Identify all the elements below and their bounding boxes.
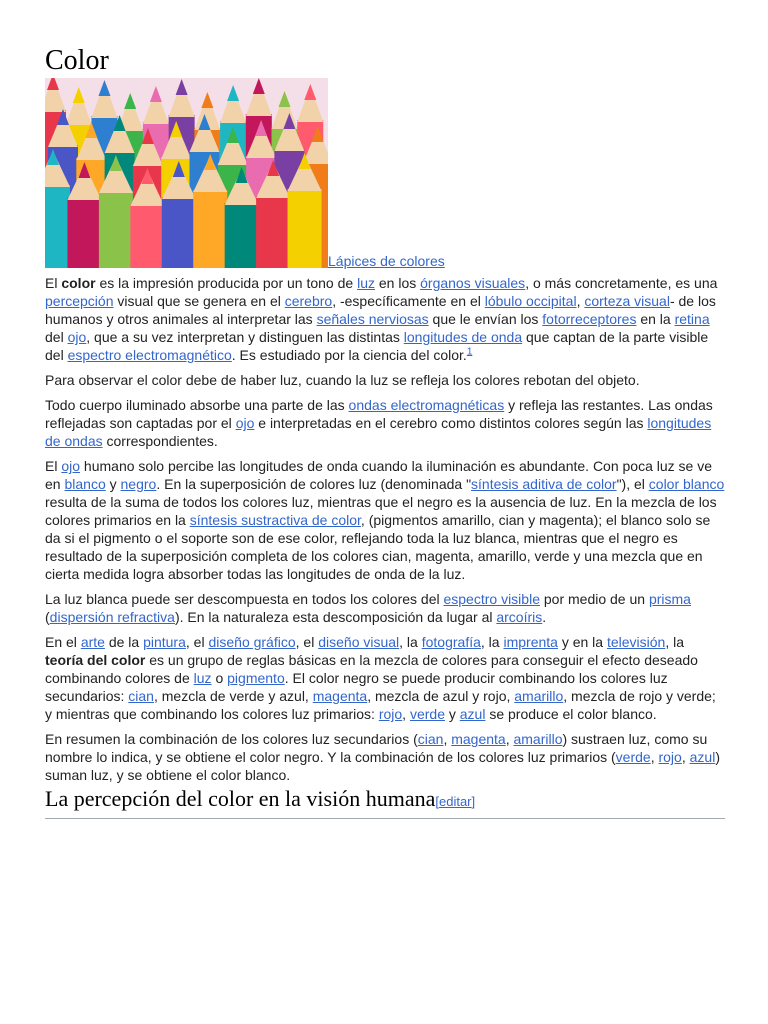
paragraph-7: En resumen la combinación de los colores luz secundarios (cian, magenta, amarillo) sustraen luz, como su nombre lo indica, y se obtiene el color negro. Y la combinación de los colores luz primarios (verde, rojo, azul) suman luz, y se obtiene el color blanco. bbox=[45, 731, 720, 783]
link-verde[interactable]: verde bbox=[615, 749, 651, 765]
pencil-body bbox=[162, 197, 196, 268]
pencil-body bbox=[256, 196, 290, 268]
page-title: Color bbox=[45, 45, 109, 76]
edit-link[interactable]: editar bbox=[438, 794, 472, 809]
link-lobulo-occipital[interactable]: lóbulo occipital bbox=[484, 293, 577, 309]
link-pintura[interactable]: pintura bbox=[143, 634, 186, 650]
link-retina[interactable]: retina bbox=[674, 311, 710, 327]
link-longitudes-de-ondas[interactable]: longitudes de ondas bbox=[45, 415, 712, 449]
link-fotografia[interactable]: fotografía bbox=[421, 634, 481, 650]
link-sintesis-aditiva[interactable]: síntesis aditiva de color bbox=[471, 476, 617, 492]
link-espectro-electromagnetico[interactable]: espectro electromagnético bbox=[67, 347, 232, 363]
link-ojo[interactable]: ojo bbox=[67, 329, 87, 345]
link-pigmento[interactable]: pigmento bbox=[227, 670, 285, 686]
section-heading: La percepción del color en la visión humana[editar] bbox=[45, 785, 725, 819]
figure-caption-link[interactable]: Lápices de colores bbox=[328, 253, 445, 269]
link-magenta[interactable]: magenta bbox=[312, 688, 368, 704]
link-luz[interactable]: luz bbox=[357, 275, 375, 291]
paragraph-5: La luz blanca puede ser descompuesta en todos los colores del espectro visible por medio de un prisma (dispersión refractiva). En la naturaleza esta descomposición da lugar al arcoíris. bbox=[45, 591, 691, 625]
figure bbox=[45, 78, 725, 268]
colored-pencils-image[interactable] bbox=[45, 78, 328, 268]
link-ojo[interactable]: ojo bbox=[61, 458, 81, 474]
link-azul[interactable]: azul bbox=[459, 706, 486, 722]
link-cian[interactable]: cian bbox=[128, 688, 154, 704]
reference-1[interactable]: 1 bbox=[466, 346, 473, 358]
link-amarillo[interactable]: amarillo bbox=[513, 731, 563, 747]
link-rojo[interactable]: rojo bbox=[658, 749, 682, 765]
link-arcoiris[interactable]: arcoíris bbox=[496, 609, 543, 625]
link-negro[interactable]: negro bbox=[120, 476, 157, 492]
link-percepcion[interactable]: percepción bbox=[45, 293, 114, 309]
paragraph-4: El ojo humano solo percibe las longitudes de onda cuando la iluminación es abundante. Con poca luz se ve en blanco y negro. En la superposición de colores luz (denominada "síntesis aditiva de color"), el color blanco resulta de la suma de todos los colores luz, mientras que el negro es la ausencia de luz. En la mezcla de los colores primarios en la síntesis sustractiva de color, (pigmentos amarillo, cian y magenta); el blanco solo se da si el pigmento o el soporte son de ese color, reflejando toda la luz blanca, mientras que el negro es resultado de la superposición completa de los colores cian, magenta, amarillo, verde y una mezcla que en cierta medida logra absorber todas las longitudes de onda de la luz. bbox=[45, 458, 725, 582]
link-senales-nerviosas[interactable]: señales nerviosas bbox=[316, 311, 429, 327]
link-luz[interactable]: luz bbox=[193, 670, 212, 686]
link-diseno-grafico[interactable]: diseño gráfico bbox=[208, 634, 296, 650]
link-color-blanco[interactable]: color blanco bbox=[648, 476, 725, 492]
link-sintesis-sustractiva[interactable]: síntesis sustractiva de color bbox=[189, 512, 361, 528]
link-television[interactable]: televisión bbox=[606, 634, 666, 650]
link-amarillo[interactable]: amarillo bbox=[514, 688, 564, 704]
link-organos-visuales[interactable]: órganos visuales bbox=[420, 275, 526, 291]
paragraph-2: Para observar el color debe de haber luz, cuando la luz se refleja los colores rebotan del objeto. bbox=[45, 372, 640, 388]
link-cerebro[interactable]: cerebro bbox=[284, 293, 333, 309]
pencil-body bbox=[67, 198, 101, 268]
paragraph-6: En el arte de la pintura, el diseño gráfico, el diseño visual, la fotografía, la imprenta y en la televisión, la teoría del color es un grupo de reglas básicas en la mezcla de colores para conseguir el efecto deseado combinando colores de luz o pigmento. El color negro se puede producir combinando los colores luz secundarios: cian, mezcla de verde y azul, magenta, mezcla de azul y rojo, amarillo, mezcla de rojo y verde; y mientras que combinando los colores luz primarios: rojo, verde y azul se produce el color blanco. bbox=[45, 634, 716, 722]
link-diseno-visual[interactable]: diseño visual bbox=[318, 634, 400, 650]
link-magenta[interactable]: magenta bbox=[451, 731, 506, 747]
link-azul[interactable]: azul bbox=[689, 749, 716, 765]
link-ojo[interactable]: ojo bbox=[235, 415, 255, 431]
pencil-body bbox=[225, 203, 259, 268]
link-fotorreceptores[interactable]: fotorreceptores bbox=[542, 311, 637, 327]
pencil-body bbox=[193, 190, 227, 268]
pencil-body bbox=[130, 204, 164, 268]
link-ondas-electromagneticas[interactable]: ondas electromagnéticas bbox=[348, 397, 505, 413]
link-arte[interactable]: arte bbox=[80, 634, 105, 650]
link-blanco[interactable]: blanco bbox=[64, 476, 106, 492]
article bbox=[45, 44, 725, 819]
pencil-body bbox=[99, 191, 133, 268]
paragraph-intro: El color es la impresión producida por un tono de luz en los órganos visuales, o más concretamente, es una percepción visual que se genera en el cerebro, -específicamente en el lóbulo occipital, corteza visual- de los humanos y otros animales al interpretar las señales nerviosas que le envían los fotorreceptores en la retina del ojo, que a su vez interpretan y distinguen las distintas longitudes de onda que captan de la parte visible del espectro electromagnético. Es estudiado por la ciencia del color.$^1$ bbox=[45, 275, 718, 363]
link-espectro-visible[interactable]: espectro visible bbox=[443, 591, 540, 607]
link-corteza-visual[interactable]: corteza visual bbox=[584, 293, 670, 309]
link-cian[interactable]: cian bbox=[417, 731, 444, 747]
paragraph-3: Todo cuerpo iluminado absorbe una parte de las ondas electromagnéticas y refleja las restantes. Las ondas reflejadas son captadas por el ojo e interpretadas en el cerebro como distintos colores según las longitudes de ondas correspondientes. bbox=[45, 397, 713, 449]
link-rojo[interactable]: rojo bbox=[378, 706, 403, 722]
link-dispersion-refractiva[interactable]: dispersión refractiva bbox=[49, 609, 175, 625]
pencil-body bbox=[45, 185, 70, 268]
link-longitudes-de-onda[interactable]: longitudes de onda bbox=[403, 329, 523, 345]
link-imprenta[interactable]: imprenta bbox=[503, 634, 558, 650]
link-verde[interactable]: verde bbox=[409, 706, 445, 722]
pencil-body bbox=[288, 189, 322, 268]
edit-section: [editar] bbox=[435, 794, 476, 809]
link-prisma[interactable]: prisma bbox=[648, 591, 691, 607]
